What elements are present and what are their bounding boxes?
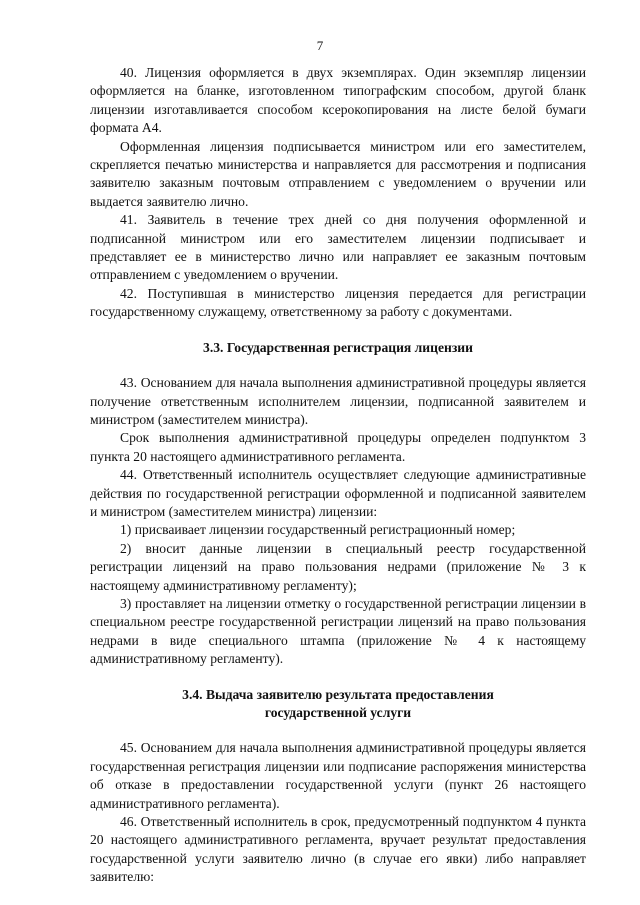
- list-item-3: 3) проставляет на лицензии отметку о государственной регистрации лицензии в специальном реестре государственной регистрации лицензий на право пользования недрами в виде специального штампа (приложение № 4 к настоящему административному регламенту).: [90, 595, 586, 667]
- paragraph-46: 46. Ответственный исполнитель в срок, предусмотренный подпунктом 4 пункта 20 настоящего административного регламента, вручает результат предоставления государственной услуги заявителю лично (в случае его явки) либо направляет заявителю:: [90, 814, 586, 885]
- section-heading-3-4-line2: государственной услуги: [264, 705, 412, 720]
- section-heading-3-3: 3.3. Государственная регистрация лицензии: [203, 339, 473, 355]
- document-body: [90, 64, 586, 887]
- paragraph-40: 40. Лицензия оформляется в двух экземплярах. Один экземпляр лицензии оформляется на бланке, изготовленном типографским способом, другой бланк лицензии изготавливается способом ксерокопирования на листе белой бумаги формата А4.: [90, 65, 586, 136]
- paragraph-45: 45. Основанием для начала выполнения административной процедуры является государственная регистрация лицензии или подписание распоряжения министерства об отказе в предоставлении государственной услуги (пункт 26 настоящего административного регламента).: [90, 740, 586, 811]
- section-heading-3-4-line1: 3.4. Выдача заявителю результата предоставления: [182, 686, 494, 702]
- list-item-1: 1) присваивает лицензии государственный регистрационный номер;: [120, 522, 516, 538]
- paragraph-43: 43. Основанием для начала выполнения административной процедуры является получение ответственным исполнителем лицензии, подписанной заявителем и министром (заместителем министра).: [90, 375, 586, 427]
- paragraph-43-term: Срок выполнения административной процедуры определен подпунктом 3 пункта 20 настоящего административного регламента.: [90, 430, 586, 464]
- paragraph-44: 44. Ответственный исполнитель осуществляет следующие административные действия по государственной регистрации оформленной и подписанной заявителем и министром (заместителем министра) лицензии:: [90, 467, 586, 519]
- page-number: 7: [316, 38, 324, 53]
- paragraph-40-signing: Оформленная лицензия подписывается министром или его заместителем, скрепляется печатью министерства и направляется для рассмотрения и подписания заявителю заказным почтовым отправлением с уведомлением о вручении или выдается заявителю лично.: [90, 138, 586, 209]
- paragraph-41: 41. Заявитель в течение трех дней со дня получения оформленной и подписанной министром или его заместителем лицензии подписывает и представляет ее в министерство лично или направляет ее заказным почтовым отправлением с уведомлением о вручении.: [90, 212, 586, 283]
- list-item-2: 2) вносит данные лицензии в специальный реестр государственной регистрации лицензий на право пользования недрами (приложение № 3 к настоящему административному регламенту);: [90, 540, 586, 593]
- paragraph-42: 42. Поступившая в министерство лицензия передается для регистрации государственному служащему, ответственному за работу с документами.: [90, 285, 586, 320]
